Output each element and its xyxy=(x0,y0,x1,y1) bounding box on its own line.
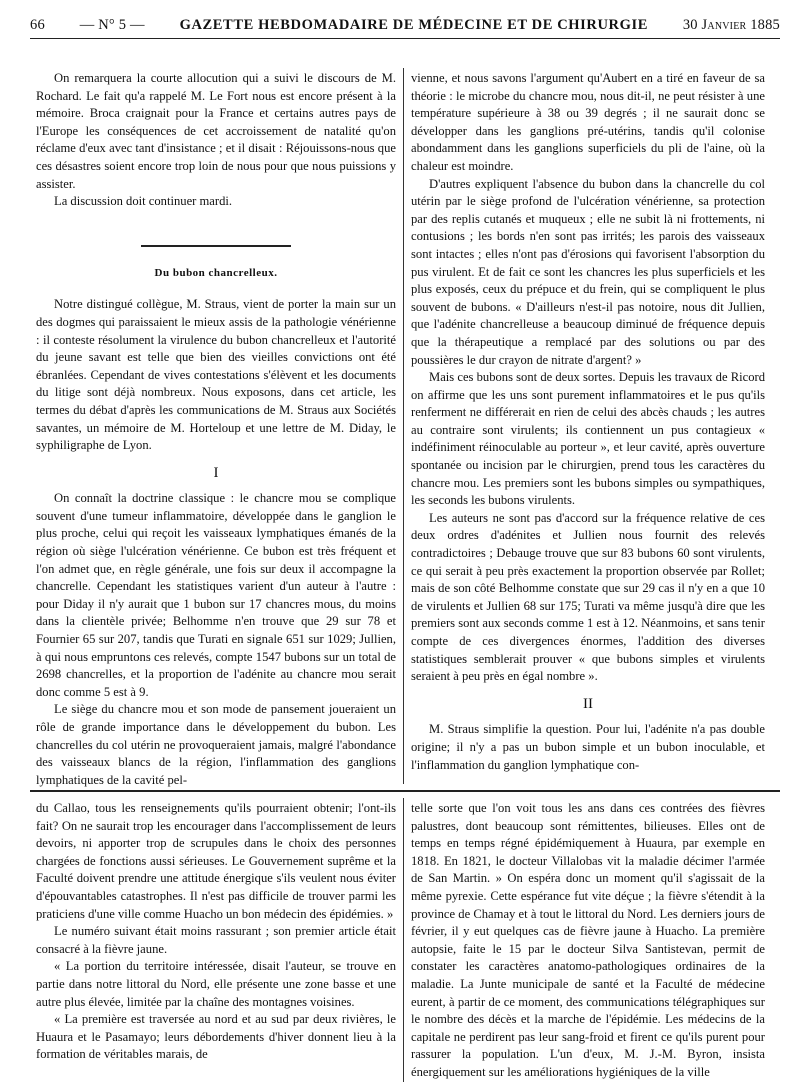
column-1 xyxy=(36,70,396,789)
paragraph: « La première est traversée au nord et au sud par deux rivières, le Huaura et le Pasamayo; leurs débordements d'hiver donnent lieu à la formation de véritables marais, de xyxy=(36,1012,396,1062)
page-header xyxy=(30,14,780,36)
column-divider-bottom xyxy=(403,798,404,1082)
column-divider-top xyxy=(403,68,404,784)
page-number: 66 xyxy=(30,16,45,33)
section-title: Du bubon chancrelleux. xyxy=(154,266,278,279)
paragraph: Le siège du chancre mou et son mode de pansement joueraient un rôle de grande importance dans le développement du bubon. Les chancrelles du col utérin ne provoqueraient jamais, malgré l'abondance des vaisseaux blancs de la région, l'inflammation des ganglions lymphatiques de la cavité pel- xyxy=(36,702,396,787)
header-rule xyxy=(30,38,780,39)
paragraph: vienne, et nous savons l'argument qu'Aubert en a tiré en faveur de sa théorie : le microbe du chancre mou, nous dit-il, ne peut résister à une température supérieure à 38 ou 39 degrés ; il ne saurait donc se développer dans les ganglions pré-utérins, tandis qu'il colonise abondamment dans les ganglions superficiels du pli de l'aine, où la chaleur est moindre. xyxy=(411,71,765,173)
paragraph: D'autres expliquent l'absence du bubon dans la chancrelle du col utérin par le siège profond de l'ulcération vénérienne, sa protection par des replis cutanés et muqueux ; elle ne subit là ni frottements, ni contusions ; les bords n'en sont pas irrités; les parois des vaisseaux sont intactes ; elles n'ont pas d'érosions qui favorisent l'absorption du pus virulent. Et de fait ce sont les chancres les plus superficiels et les plus exposés, ceux du prépuce et du frein, qui se compliquent le plus souvent de bubons. « D'ailleurs n'est-il pas notoire, nous dit Jullien, que l'adénite chancrelleuse a beaucoup diminué de fréquence depuis que la thérapeutique a remplacé par des solutions ou par des poussières le dur crayon de nitrate d'argent? » xyxy=(411,176,765,367)
paragraph: On remarquera la courte allocution qui a suivi le discours de M. Rochard. Le fait qu'a rappelé M. Le Fort nous est encore présent à la mémoire. Broca craignait pour la France et certains autres pays de l'Europe les conséquences de cet accroissement de natalité qu'on réclame d'eux avec tant d'insistance ; et il disait : Réjouissons-nous que ces désastres soient encore trop loin de nous pour que nous puissions y assister. xyxy=(36,71,396,191)
paragraph: Mais ces bubons sont de deux sortes. Depuis les travaux de Ricord on affirme que les uns sont purement inflammatoires et le pus qu'ils renferment ne différerait en rien de celui des abcès chauds ; les autres au contraire sont virulents; ils contiennent un pus contagieux « indéfiniment réinoculable au porteur », et leur cavité, après ouverture spontanée ou incision par le chirurgien, prend tous les caractères du chancre mou. Les premiers sont les bubons simples ou sympathiques, les seconds les bubons virulents. xyxy=(411,370,765,508)
paragraph: telle sorte que l'on voit tous les ans dans ces contrées des fièvres palustres, dont beaucoup sont rémittentes, bilieuses. Elles ont de temps en temps régné épidémiquement à Huaura, par exemple en 1818. En 1821, le docteur Villalobas vit la maladie décimer l'armée de San Martin. » On espéra donc un moment qu'il s'agissait de la même pyrexie. Cette espérance fut vite déçue ; la fièvre s'étendit à la province de Chamay et à tout le littoral du Nord. Les derniers jours de février, il y eut quelques cas de fièvre jaune à Huacho. La première autopsie, faite le 15 par le docteur Silva Santistevan, permit de constater les caractères anatomo-pathologiques ordinaires de la maladie. La Junte municipale de santé et la Faculté de médecine eurent, à partir de ce moment, des communications télégraphiques sur le nombre des décès et la marche de l'épidémie. Les médecins de la capitale ne perdirent pas leur sang-froid et firent ce qu'ils purent pour rassurer la population. L'un d'eux, M. J.-M. Byron, insista énergiquement sur les améliorations hygiéniques de la ville xyxy=(411,801,765,1079)
journal-title: GAZETTE HEBDOMADAIRE DE MÉDECINE ET DE CHIRURGIE xyxy=(179,16,648,33)
issue-number: — N° 5 — xyxy=(79,16,145,33)
feuilleton-column-2 xyxy=(411,800,765,1082)
section-number: I xyxy=(213,464,219,481)
paragraph: Les auteurs ne sont pas d'accord sur la fréquence relative de ces deux ordres d'adénites et Jullien nous fournit des relevés contradictoires ; Debauge trouve que sur 83 bubons 60 sont virulents, ce qui serait à peu près exactement la proportion observée par Rollet; mais de son côté Belhomme constate que sur 29 cas il n'y en a que 10 de virulents et Jullien 68 sur 175; Turati va même jusqu'à dire que les premiers sont aux seconds comme 1 est à 12. Néanmoins, et sans tenir compte de ces divergences énormes, l'addition des diverses statistiques semblerait prouver « que bubons simples et virulents seraient à peu près en égal nombre ». xyxy=(411,510,765,684)
issue-date: 30 Janvier 1885 xyxy=(682,16,780,33)
paragraph: La discussion doit continuer mardi. xyxy=(54,194,233,209)
feuilleton-rule xyxy=(30,790,780,792)
feuilleton-column-1 xyxy=(36,800,396,1064)
paragraph: « La portion du territoire intéressée, disait l'auteur, se trouve en partie dans notre littoral du Nord, elle présente une zone basse et une autre plus élevée, limitée par la chaîne des montagnes voisines. xyxy=(36,959,396,1009)
paragraph: M. Straus simplifie la question. Pour lui, l'adénite n'a pas double origine; il n'y a pas un bubon simple et un bubon inoculable, et l'inflammation du ganglion lymphatique con- xyxy=(411,722,765,772)
section-separator xyxy=(141,245,291,247)
paragraph: du Callao, tous les renseignements qu'ils pourraient obtenir; l'ont-ils fait? On ne saurait trop les encourager dans l'accomplissement de leurs devoirs, ni apporter trop de scrupules dans le choix des personnes chargées de fonctions aussi sérieuses. Le Gouvernement suprême et la Faculté doivent prendre une attitude énergique s'ils veulent nous éviter d'épouvantables catastrophes. Il n'est pas difficile de trouver parmi les praticiens d'une ville comme Huacho un bon médecin des épidémies. » xyxy=(36,801,396,921)
paragraph: On connaît la doctrine classique : le chancre mou se complique souvent d'une tumeur inflammatoire, développée dans le ganglion le plus proche, celui qui reçoit les vaisseaux lymphatiques émanés de la région où siège l'ulcération vénérienne. Ce bubon est très fréquent et l'on admet que, en règle générale, une fois sur deux il accompagne la chancrelle. Cependant les statistiques varient d'un auteur à l'autre : pour Diday il n'y aurait que 1 bubon sur 17 chancres mous, du moins dans la clientèle privée; Belhomme n'en trouve que 29 sur 78 et Fournier 65 sur 207, tandis que Turati en signale 651 sur 1029; Jullien, à qui nous empruntons ces relevés, compte 1547 bubons sur un total de 2698 chancrelles, et la proportion de l'adénite au chancre mou serait donc comme 5 est à 9. xyxy=(36,491,396,699)
paragraph: Le numéro suivant était moins rassurant ; son premier article était consacré à la fièvre jaune. xyxy=(36,924,396,956)
paragraph: Notre distingué collègue, M. Straus, vient de porter la main sur un des dogmes qui paraissaient le mieux assis de la pathologie vénérienne : il conteste résolument la virulence du bubon chancrelleux et l'autorité du jeune savant est telle que bien des vieilles convictions ont été ébranlées. Cependant de vives contestations s'élèvent et les documents du litige sont déjà nombreux. Nous exposons, dans cet article, les termes du débat d'après les communications de M. Straus aux Sociétés savantes, un mémoire de M. Horteloup et une lettre de M. Diday, le syphiligraphe de Lyon. xyxy=(36,297,396,453)
section-number: II xyxy=(583,695,593,712)
column-2 xyxy=(411,70,765,774)
